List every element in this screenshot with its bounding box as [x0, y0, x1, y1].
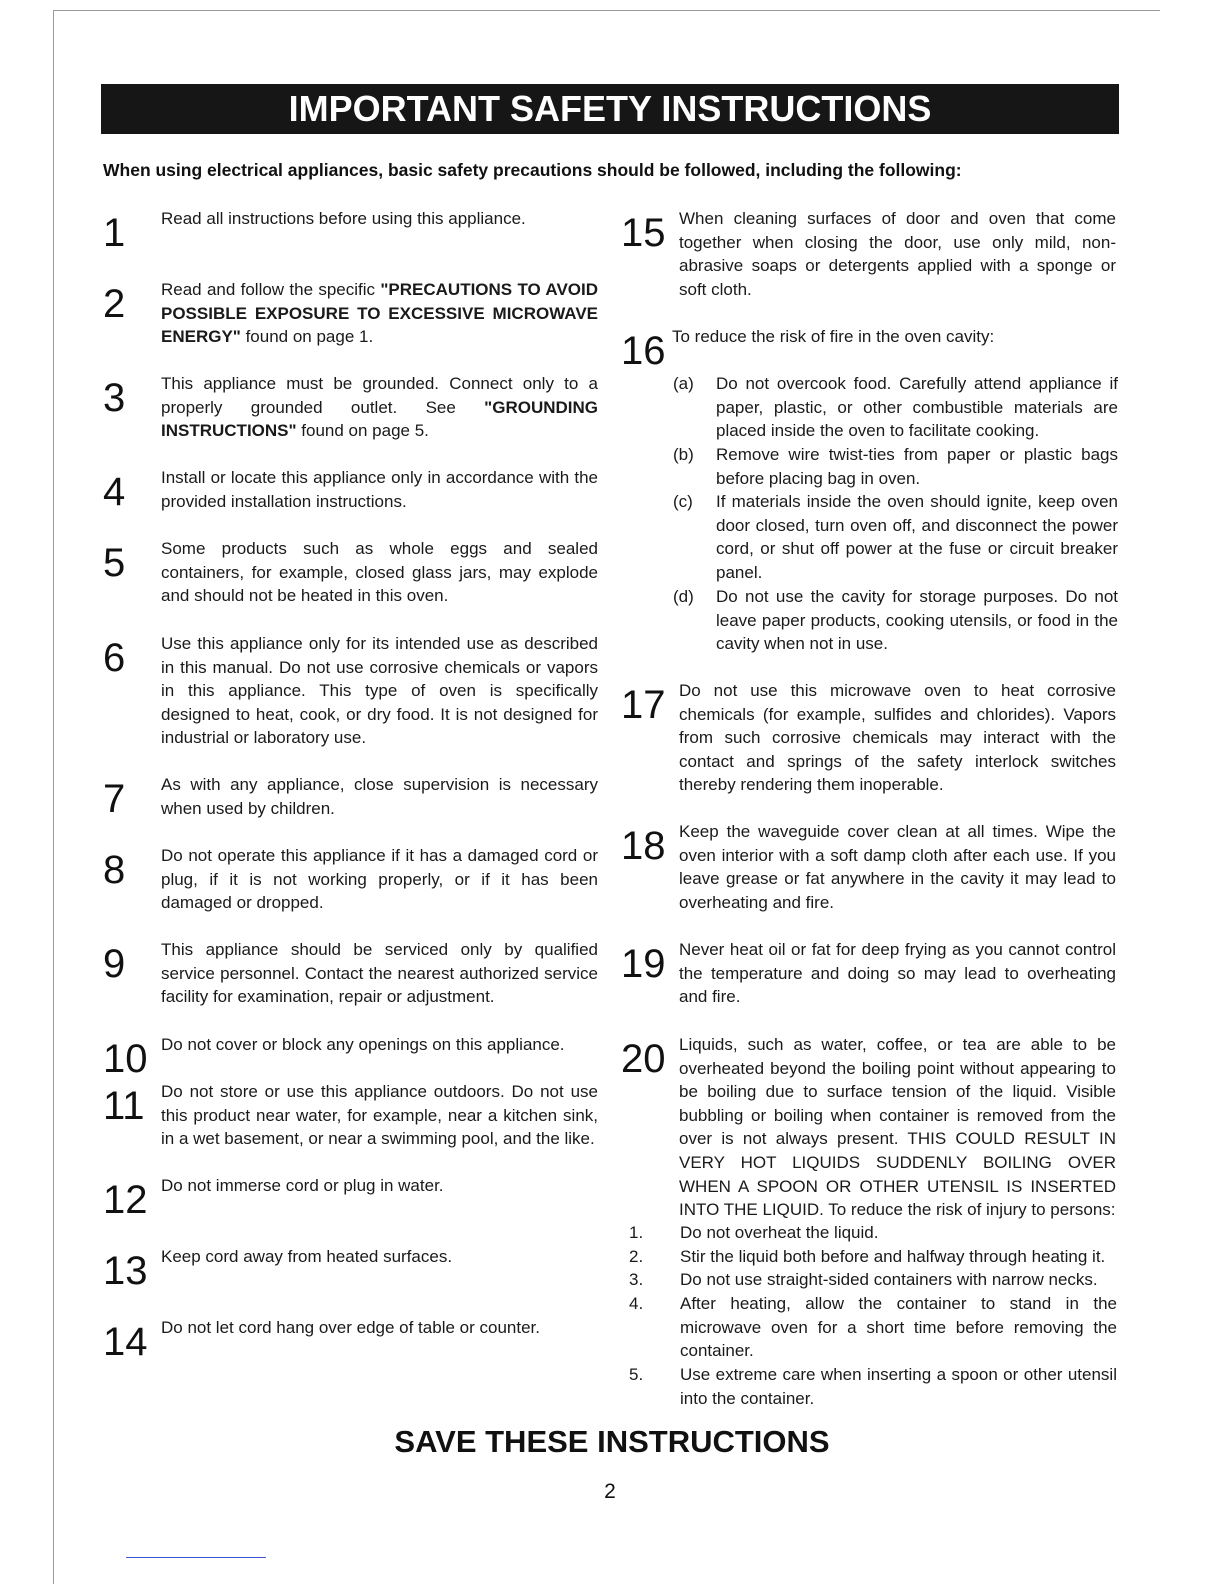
- item-number: 18: [621, 824, 666, 868]
- step-text: Stir the liquid both before and halfway through heating it.: [680, 1247, 1106, 1266]
- item-number: 9: [103, 942, 126, 986]
- sub-item-text: If materials inside the oven should ignite, keep oven door closed, turn oven off, and disconnect the power cord, or shut off power at the fuse or circuit breaker panel.: [716, 492, 1118, 582]
- item-number: 3: [103, 376, 126, 420]
- item-number: 2: [103, 282, 126, 326]
- page-border-left: [53, 10, 54, 1584]
- item-number: 7: [103, 777, 126, 821]
- item-text: This appliance must be grounded. Connect only to a properly grounded outlet. See "GROUNDING INSTRUCTIONS" found on page 5.: [161, 374, 598, 441]
- item-text: Do not store or use this appliance outdoors. Do not use this product near water, for example, near a kitchen sink, in a wet basement, or near a swimming pool, and the like.: [161, 1082, 598, 1149]
- item-text: Install or locate this appliance only in accordance with the provided installation instructions.: [161, 468, 598, 511]
- item-text: Keep the waveguide cover clean at all times. Wipe the oven interior with a soft damp cloth after each use. If you leave grease or fat anywhere in the cavity it may lead to overheating and fire.: [679, 822, 1116, 912]
- step-label: 3.: [629, 1270, 644, 1289]
- item-number: 20: [621, 1037, 666, 1081]
- step-text: Do not overheat the liquid.: [680, 1223, 879, 1242]
- page-number: 2: [604, 1480, 616, 1503]
- step-label: 2.: [629, 1247, 644, 1266]
- item-text: Do not let cord hang over edge of table or counter.: [161, 1318, 540, 1337]
- emphasis-text: "GROUNDING INSTRUCTIONS": [161, 397, 598, 441]
- step-label: 1.: [629, 1223, 644, 1242]
- sub-item-label: (d): [673, 587, 694, 606]
- item-text: Do not use this microwave oven to heat corrosive chemicals (for example, sulfides and chlorides). Vapors from such corrosive chemicals may interact with the contact and springs of the safety interlock switches thereby rendering them inoperable.: [679, 681, 1116, 795]
- sub-item-label: (c): [673, 492, 693, 511]
- item-text: To reduce the risk of fire in the oven cavity:: [672, 327, 995, 346]
- item-text: Use this appliance only for its intended use as described in this manual. Do not use corrosive chemicals or vapors in this appliance. This type of oven is specifically designed to heat, cook, or dry food. It is not designed for industrial or laboratory use.: [161, 634, 598, 748]
- item-text: Do not cover or block any openings on this appliance.: [161, 1035, 565, 1054]
- item-number: 10: [103, 1037, 148, 1081]
- item-number: 1: [103, 211, 126, 255]
- step-text: Do not use straight-sided containers with narrow necks.: [680, 1270, 1098, 1289]
- step-label: 4.: [629, 1294, 644, 1313]
- footnote-rule: [126, 1557, 266, 1558]
- emphasis-text: "PRECAUTIONS TO AVOID POSSIBLE EXPOSURE TO EXCESSIVE MICROWAVE ENERGY": [161, 280, 599, 347]
- item-number: 16: [621, 329, 666, 373]
- item-number: 6: [103, 636, 126, 680]
- item-text: Read all instructions before using this appliance.: [161, 209, 526, 228]
- sub-item-label: (a): [673, 374, 694, 393]
- page-border-top: [53, 10, 1160, 11]
- page-title: IMPORTANT SAFETY INSTRUCTIONS: [101, 84, 1119, 134]
- item-text: Some products such as whole eggs and sealed containers, for example, closed glass jars, may explode and should not be heated in this oven.: [161, 539, 598, 606]
- intro-text: When using electrical appliances, basic safety precautions should be followed, including the following:: [103, 160, 962, 180]
- item-number: 17: [621, 683, 666, 727]
- step-text: Use extreme care when inserting a spoon or other utensil into the container.: [680, 1365, 1117, 1408]
- sub-item-label: (b): [673, 445, 694, 464]
- item-text: When cleaning surfaces of door and oven that come together when closing the door, use only mild, non-abrasive soaps or detergents applied with a sponge or soft cloth.: [679, 209, 1116, 299]
- save-instructions-heading: SAVE THESE INSTRUCTIONS: [394, 1424, 830, 1459]
- item-number: 8: [103, 848, 126, 892]
- step-label: 5.: [629, 1365, 644, 1384]
- item-number: 4: [103, 470, 126, 514]
- sub-item-text: Remove wire twist-ties from paper or plastic bags before placing bag in oven.: [716, 445, 1118, 488]
- item-text: Read and follow the specific "PRECAUTIONS TO AVOID POSSIBLE EXPOSURE TO EXCESSIVE MICROWAVE ENERGY" found on page 1.: [161, 280, 599, 347]
- item-text: As with any appliance, close supervision is necessary when used by children.: [161, 775, 598, 818]
- item-text: Never heat oil or fat for deep frying as you cannot control the temperature and doing so may lead to overheating and fire.: [679, 940, 1116, 1007]
- item-text: This appliance should be serviced only by qualified service personnel. Contact the nearest authorized service facility for examination, repair or adjustment.: [161, 940, 598, 1007]
- item-number: 14: [103, 1320, 148, 1364]
- item-number: 19: [621, 942, 666, 986]
- sub-item-text: Do not overcook food. Carefully attend appliance if paper, plastic, or other combustible materials are placed inside the oven to facilitate cooking.: [716, 374, 1118, 441]
- item-text: Do not operate this appliance if it has a damaged cord or plug, if it is not working properly, or if it has been damaged or dropped.: [161, 846, 598, 913]
- sub-item-text: Do not use the cavity for storage purposes. Do not leave paper products, cooking utensils, or food in the cavity when not in use.: [716, 587, 1118, 654]
- item-number: 12: [103, 1178, 148, 1222]
- item-text: Keep cord away from heated surfaces.: [161, 1247, 453, 1266]
- item-number: 13: [103, 1249, 148, 1293]
- step-text: After heating, allow the container to stand in the microwave oven for a short time before removing the container.: [680, 1294, 1117, 1361]
- item-number: 15: [621, 211, 666, 255]
- item-text: Do not immerse cord or plug in water.: [161, 1176, 444, 1195]
- item-number: 11: [103, 1084, 145, 1128]
- item-number: 5: [103, 541, 126, 585]
- item-text: Liquids, such as water, coffee, or tea are able to be overheated beyond the boiling point without appearing to be boiling due to surface tension of the liquid. Visible bubbling or boiling when container is removed from the over is not always present. THIS COULD RESULT IN VERY HOT LIQUIDS SUDDENLY BOILING OVER WHEN A SPOON OR OTHER UTENSIL IS INSERTED INTO THE LIQUID. To reduce the risk of injury to persons:: [679, 1035, 1116, 1220]
